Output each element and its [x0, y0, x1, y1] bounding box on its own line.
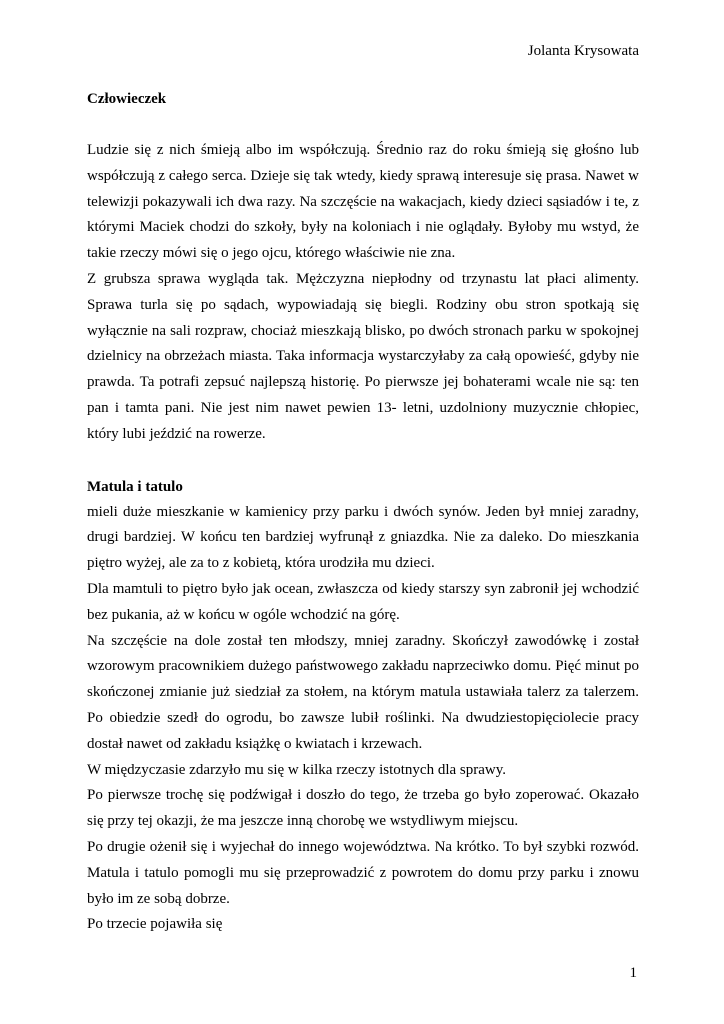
document-body	[87, 86, 639, 938]
paragraph: Po drugie ożenił się i wyjechał do innego województwa. Na krótko. To był szybki rozwód. Matula i tatulo pomogli mu się przeprowadzić z powrotem do domu przy parku i znowu było im ze sobą dobrze.	[87, 838, 639, 907]
paragraph: Z grubsza sprawa wygląda tak. Mężczyzna niepłodny od trzynastu lat płaci alimenty. Sprawa turla się po sądach, wypowiadają się biegli. Rodziny obu stron spotkają się wyłącznie na sali rozpraw, chociaż mieszkają blisko, po dwóch stronach parku w spokojnej dzielnicy na obrzeżach miasta. Taka informacja wystarczyłaby za całą opowieść, gdyby nie prawda. Ta potrafi zepsuć najlepszą historię. Po pierwsze jej bohaterami wcale nie są: ten pan i tamta pani. Nie jest nim nawet pewien 13- letni, uzdolniony muzycznie chłopiec, który lubi jeździć na rowerze.	[87, 270, 639, 442]
paragraph: Po pierwsze trochę się podźwigał i doszło do tego, że trzeba go było zoperować. Okazało się przy tej okazji, że ma jeszcze inną chorobę we wstydliwym miejscu.	[87, 787, 639, 830]
paragraph: Na szczęście na dole został ten młodszy, mniej zaradny. Skończył zawodówkę i został wzorowym pracownikiem dużego państwowego zakładu naprzeciwko domu. Pięć minut po skończonej zmianie już siedział za stołem, na którym matula ustawiała talerz za talerzem. Po obiedzie szedł do ogrodu, bo zawsze lubił roślinki. Na dwudziestopięciolecie pracy dostał nawet od zakładu książkę o kwiatach i krzewach.	[87, 632, 639, 752]
spacer	[87, 112, 639, 138]
paragraph: Po trzecie pojawiła się	[87, 916, 223, 933]
author-name: Jolanta Krysowata	[527, 43, 639, 59]
section-title-matula-i-tatulo: Matula i tatulo	[87, 478, 183, 495]
paragraph: Ludzie się z nich śmieją albo im współczują. Średnio raz do roku śmieją się głośno lub współczują z całego serca. Dzieje się tak wtedy, kiedy sprawą interesuje się prasa. Nawet w telewizji pokazywali ich dwa razy. Na szczęście na wakacjach, kiedy dzieci sąsiadów i te, z którymi Maciek chodzi do szkoły, były na koloniach i nie oglądały. Byłoby mu wstyd, że takie rzeczy mówi się o jego ojcu, którego właściwie nie zna.	[87, 142, 639, 262]
paragraph: W międzyczasie zdarzyło mu się w kilka rzeczy istotnych dla sprawy.	[87, 761, 507, 778]
page-number: 1	[629, 965, 637, 981]
section-title-czlowieczek: Człowieczek	[87, 91, 167, 107]
spacer	[87, 448, 639, 474]
paragraph: Dla mamtuli to piętro było jak ocean, zwłaszcza od kiedy starszy syn zabronił jej wchodzić bez pukania, aż w końcu w ogóle wchodzić na górę.	[87, 580, 639, 623]
paragraph: mieli duże mieszkanie w kamienicy przy parku i dwóch synów. Jeden był mniej zaradny, drugi bardziej. W końcu ten bardziej wyfrunął z gniazdka. Nie za daleko. Do mieszkania piętro wyżej, ale za to z kobietą, która urodziła mu dzieci.	[87, 503, 639, 572]
